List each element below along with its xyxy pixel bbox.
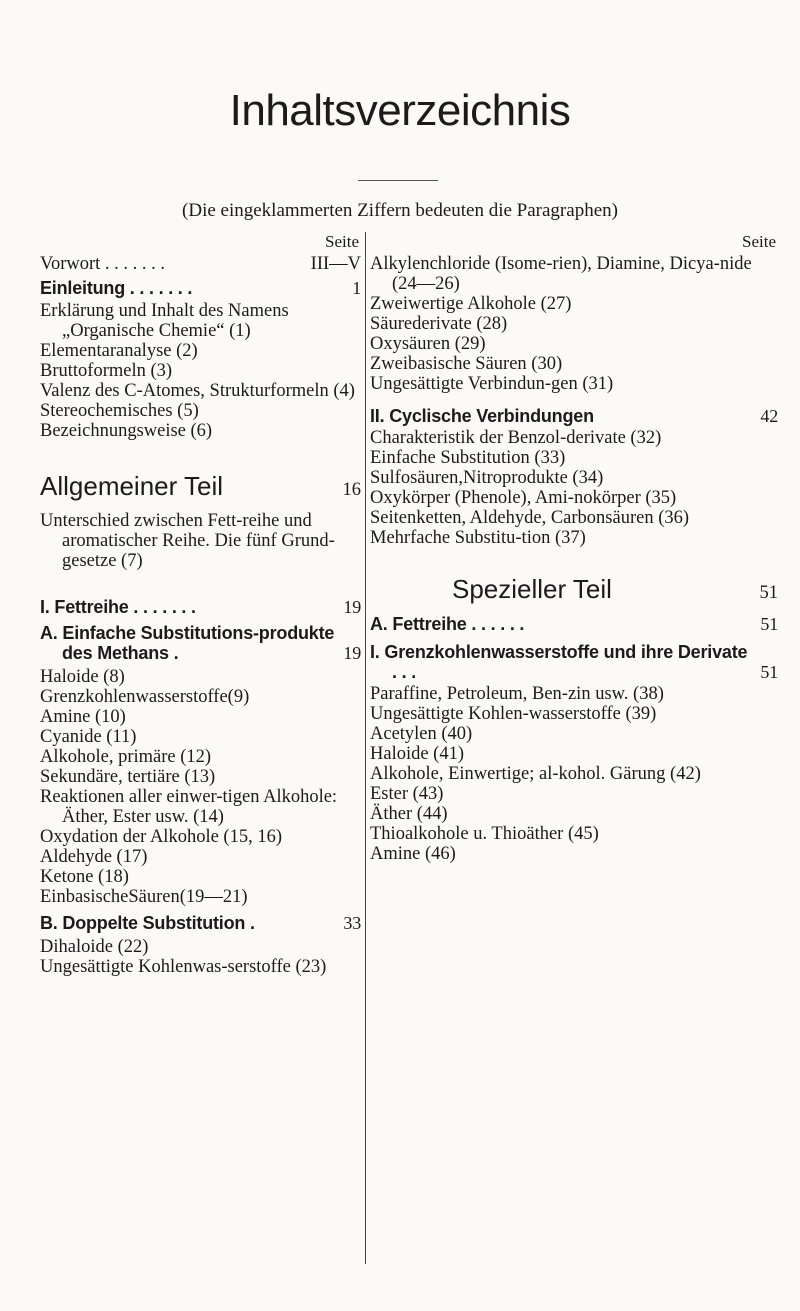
toc-entry-label: A. Einfache Substitutions-produkte des Methans .: [40, 623, 335, 663]
cyclische-list: [370, 428, 758, 548]
toc-entry-label: Vorwort . . . . . . .: [40, 254, 166, 274]
list-item[interactable]: Grenzkohlenwasserstoffe(9): [40, 687, 250, 707]
toc-entry-page: 16: [342, 480, 361, 500]
toc-entry-label: Einleitung . . . . . . .: [40, 278, 193, 298]
list-item[interactable]: Valenz des C-Atomes, Strukturformeln (4): [40, 381, 355, 401]
list-item[interactable]: Ketone (18): [40, 867, 129, 887]
list-item[interactable]: Unterschied zwischen Fett-reihe und aromatischer Reihe. Die fünf Grund-gesetze (7): [40, 511, 335, 571]
toc-entry-cyclische-verbindungen[interactable]: [370, 406, 778, 426]
list-item[interactable]: Einfache Substitution (33): [370, 448, 566, 468]
toc-entry-page: 42: [760, 406, 778, 426]
list-item[interactable]: Paraffine, Petroleum, Ben-zin usw. (38): [370, 684, 664, 704]
left-column: [40, 232, 361, 977]
toc-entry-einleitung[interactable]: [40, 278, 361, 298]
list-item[interactable]: Ungesättigte Verbindun-gen (31): [370, 374, 614, 394]
toc-entry-label: B. Doppelte Substitution .: [40, 913, 255, 933]
toc-entry-spezieller-teil[interactable]: [370, 574, 778, 608]
list-item[interactable]: Thioalkohole u. Thioäther (45): [370, 824, 599, 844]
list-item[interactable]: Zweiwertige Alkohole (27): [370, 294, 572, 314]
toc-entry-fettreihe[interactable]: [40, 597, 361, 617]
toc-entry-page: 51: [760, 614, 778, 634]
column-divider: [365, 232, 366, 1264]
toc-entry-label: I. Fettreihe . . . . . . .: [40, 597, 196, 617]
list-item[interactable]: Zweibasische Säuren (30): [370, 354, 563, 374]
allgemeiner-list: [40, 511, 361, 571]
toc-entry-label: A. Fettreihe . . . . . .: [370, 614, 525, 634]
list-item[interactable]: Amine (46): [370, 844, 456, 864]
list-item[interactable]: Ungesättigte Kohlen-wasserstoffe (39): [370, 704, 657, 724]
page-column-header: Seite: [742, 232, 776, 251]
list-item[interactable]: Seitenketten, Aldehyde, Carbonsäuren (36): [370, 508, 690, 528]
list-item[interactable]: Erklärung und Inhalt des Namens „Organische Chemie“ (1): [40, 301, 289, 341]
toc-entry-allgemeiner-teil[interactable]: [40, 471, 361, 505]
list-item[interactable]: Oxysäuren (29): [370, 334, 486, 354]
toc-entry-page: 19: [343, 643, 361, 663]
list-item[interactable]: Oxydation der Alkohole (15, 16): [40, 827, 282, 847]
list-item[interactable]: Charakteristik der Benzol-derivate (32): [370, 428, 662, 448]
toc-entry-doppelte-substitution[interactable]: [40, 913, 361, 933]
list-item[interactable]: Ungesättigte Kohlenwas-serstoffe (23): [40, 957, 327, 977]
list-item[interactable]: Bezeichnungsweise (6): [40, 421, 213, 441]
list-item[interactable]: Sekundäre, tertiäre (13): [40, 767, 216, 787]
list-item[interactable]: Oxykörper (Phenole), Ami-nokörper (35): [370, 488, 677, 508]
list-item[interactable]: EinbasischeSäuren(19—21): [40, 887, 248, 907]
list-item[interactable]: Äther (44): [370, 804, 448, 824]
right-top-list: [370, 254, 758, 394]
toc-entry-page: III—V: [310, 254, 361, 274]
list-item[interactable]: Elementaranalyse (2): [40, 341, 198, 361]
list-item[interactable]: Stereochemisches (5): [40, 401, 199, 421]
toc-entry-a-fettreihe[interactable]: [370, 614, 778, 634]
list-item[interactable]: Bruttoformeln (3): [40, 361, 173, 381]
list-item[interactable]: Alkohole, primäre (12): [40, 747, 212, 767]
list-item[interactable]: Aldehyde (17): [40, 847, 148, 867]
list-item[interactable]: Acetylen (40): [370, 724, 473, 744]
toc-entry-page: 33: [343, 913, 361, 933]
list-item[interactable]: Cyanide (11): [40, 727, 137, 747]
toc-entry-label: Spezieller Teil: [452, 574, 612, 604]
right-column: [370, 232, 778, 864]
list-item[interactable]: Haloide (8): [40, 667, 125, 687]
subtitle: (Die eingeklammerten Ziffern bedeuten die Paragraphen): [182, 200, 618, 221]
toc-entry-label: II. Cyclische Verbindungen: [370, 406, 594, 426]
list-item[interactable]: Dihaloide (22): [40, 937, 149, 957]
doppelte-list: [40, 937, 361, 977]
list-item[interactable]: Amine (10): [40, 707, 126, 727]
list-item[interactable]: Sulfosäuren,Nitroprodukte (34): [370, 468, 604, 488]
page-column-header: Seite: [325, 232, 359, 251]
list-item[interactable]: Säurederivate (28): [370, 314, 508, 334]
toc-entry-vorwort[interactable]: [40, 254, 361, 274]
list-item[interactable]: Reaktionen aller einwer-tigen Alkohole: Äther, Ester usw. (14): [40, 787, 338, 827]
toc-entry-page: 51: [759, 583, 778, 603]
title-rule: [358, 180, 438, 181]
einfache-list: [40, 667, 361, 907]
toc-entry-grenzkohlenwasserstoffe[interactable]: [370, 642, 778, 682]
toc-entry-page: 19: [343, 597, 361, 617]
list-item[interactable]: Haloide (41): [370, 744, 465, 764]
list-item[interactable]: Alkohole, Einwertige; al-kohol. Gärung (42): [370, 764, 701, 784]
list-item[interactable]: Mehrfache Substitu-tion (37): [370, 528, 586, 548]
toc-entry-label: I. Grenzkohlenwasserstoffe und ihre Derivate . . .: [370, 642, 748, 682]
grenz-list: [370, 684, 758, 864]
page-title: Inhaltsverzeichnis: [229, 86, 571, 135]
toc-entry-page: 51: [760, 662, 778, 682]
toc-entry-page: 1: [352, 278, 361, 298]
toc-entry-einfache-substitution[interactable]: [40, 623, 361, 663]
list-item[interactable]: Ester (43): [370, 784, 444, 804]
einleitung-list: [40, 301, 361, 441]
list-item[interactable]: Alkylenchloride (Isome-rien), Diamine, Dicya-nide (24—26): [370, 254, 752, 294]
toc-entry-label: Allgemeiner Teil: [40, 471, 224, 501]
